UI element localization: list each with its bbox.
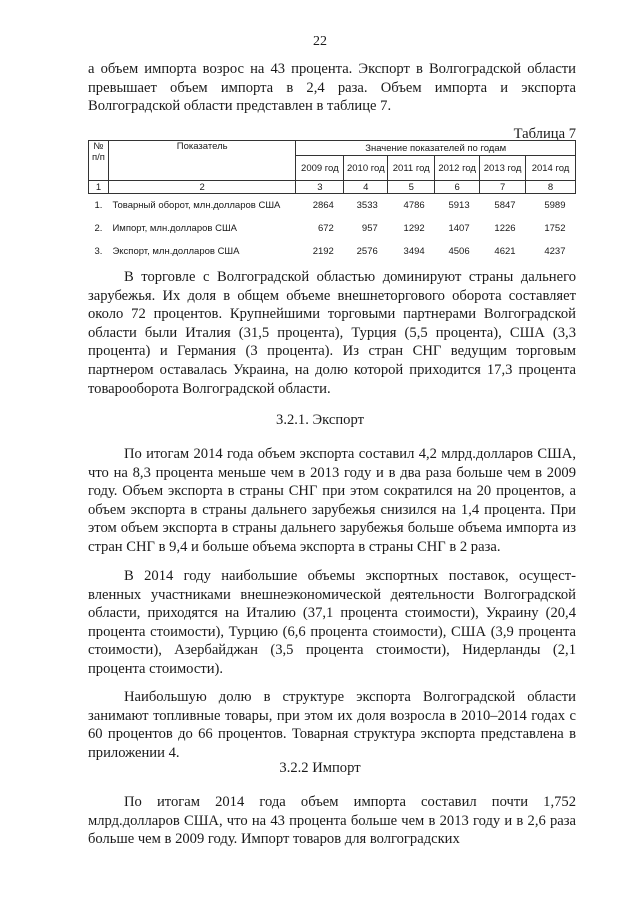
import-export-table (88, 140, 576, 263)
table-caption: Таблица 7 (513, 126, 576, 142)
column-number: 7 (480, 181, 526, 194)
header-year: 2010 год (344, 156, 388, 181)
row-value: 5913 (448, 200, 470, 211)
row-value: 4237 (544, 246, 566, 257)
header-year: 2012 год (435, 156, 480, 181)
table-row (89, 240, 576, 263)
column-number: 2 (108, 181, 295, 194)
row-num: 2. (94, 223, 103, 234)
column-number: 8 (526, 181, 576, 194)
row-value: 672 (317, 223, 334, 234)
row-name: Экспорт, млн.долларов США (112, 246, 240, 257)
row-value: 4786 (403, 200, 425, 211)
row-num: 1. (94, 200, 103, 211)
column-number: 4 (344, 181, 388, 194)
paragraph-export-3: Наибольшую долю в структуре экспорта Волгоградской области занимают топливные товары, при этом их доля возросла в 2010–2014 годах с 60 процентов до 66 процентов. Товарная структура экспорта представлена в приложении 4. (88, 689, 576, 761)
header-values-group: Значение показателей по годам (296, 141, 576, 156)
row-value: 3533 (356, 200, 378, 211)
row-value: 5989 (544, 200, 566, 211)
header-num: № п/п (89, 141, 109, 181)
heading-import: 3.2.2 Импорт (279, 760, 361, 776)
header-indicator: Показатель (108, 141, 295, 181)
header-year: 2009 год (296, 156, 344, 181)
row-value: 3494 (403, 246, 425, 257)
row-value: 1226 (494, 223, 516, 234)
row-value: 2192 (312, 246, 334, 257)
column-number: 1 (89, 181, 109, 194)
row-value: 1407 (448, 223, 470, 234)
row-value: 4621 (494, 246, 516, 257)
column-number: 5 (388, 181, 435, 194)
paragraph-export-2: В 2014 году наибольшие объемы экспортных поставок, осущест-вленных участниками внешнеэкономической деятельности Волгоградской области, приходятся на Италию (37,1 процента стоимости), Украину (20,4 процента стоимости), Турцию (6,6 процента стоимости), США (3,9 процента стоимости), Азербайджан (3,5 процента стоимости), Нидерланды (2,1 процента стоимости). (88, 568, 576, 677)
heading-export: 3.2.1. Экспорт (276, 412, 364, 428)
paragraph-trade: В торговле с Волгоградской областью доминируют страны дальнего зарубежья. Их доля в общем объеме внешнеторгового оборота составляет около 72 процентов. Крупнейшими торговыми партнерами Волгоградской области были Италия (31,5 процента), Турция (5,5 процента), США (3,3 процента) и Германия (3 процента). Из стран СНГ ведущим торговым партнером оставалась Украина, на долю которой приходится 17,3 процента товарооборота Волгоградской области. (88, 269, 576, 397)
column-number: 6 (435, 181, 480, 194)
row-value: 1292 (403, 223, 425, 234)
column-number: 3 (296, 181, 344, 194)
paragraph-import-1: По итогам 2014 года объем импорта составил почти 1,752 млрд.долларов США, что на 43 процента больше чем в 2013 году и в 2,6 раза больше чем в 2009 году. Импорт товаров для волгоградских (88, 794, 576, 848)
row-value: 2576 (356, 246, 378, 257)
header-year: 2013 год (480, 156, 526, 181)
row-name: Товарный оборот, млн.долларов США (112, 200, 281, 211)
row-name: Импорт, млн.долларов США (112, 223, 237, 234)
header-year: 2011 год (388, 156, 435, 181)
row-value: 5847 (494, 200, 516, 211)
header-year: 2014 год (526, 156, 576, 181)
intro-paragraph: а объем импорта возрос на 43 процента. Экспорт в Волгоградской области превышает объем импорта в 2,4 раза. Объем импорта и экспорта Волгоградской области представлен в таблице 7. (88, 61, 576, 115)
page-number: 22 (313, 34, 327, 49)
row-value: 957 (361, 223, 378, 234)
row-value: 4506 (448, 246, 470, 257)
row-num: 3. (94, 246, 103, 257)
row-value: 2864 (312, 200, 334, 211)
table-row (89, 217, 576, 240)
paragraph-export-1: По итогам 2014 года объем экспорта составил 4,2 млрд.долларов США, что на 8,3 процента меньше чем в 2013 году и в два раза больше чем в 2009 году. Объем экспорта в страны СНГ при этом сократился на 20 процентов, а объем экспорта в страны дальнего зарубежья снизился на 1,4 процента. При этом объем экспорта в страны дальнего зарубежья больше объема импорта из стран СНГ в 9,4 и больше объема экспорта в страны СНГ в 2 раза. (88, 446, 576, 555)
table-row (89, 194, 576, 218)
row-value: 1752 (544, 223, 566, 234)
